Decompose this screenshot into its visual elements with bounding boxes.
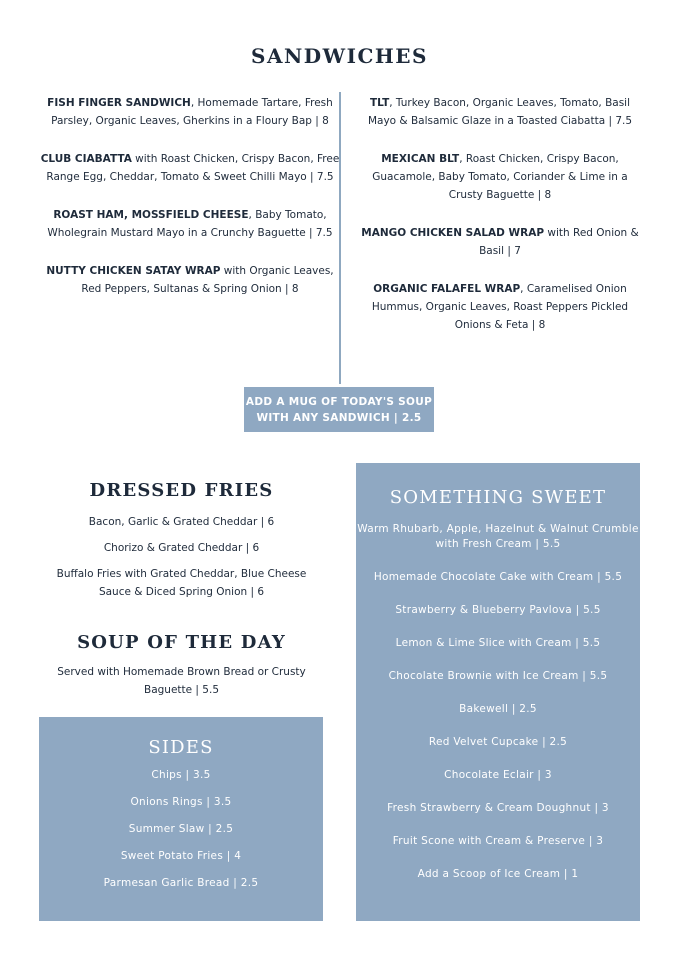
soup-add-on-banner — [244, 387, 434, 432]
list-item: Homemade Chocolate Cake with Cream | 5.5 — [373, 571, 623, 583]
list-item: Chorizo & Grated Cheddar | 6 — [103, 542, 260, 554]
item-desc: , Turkey Bacon, Organic Leaves, Tomato, Basil Mayo & Balsamic Glaze in a Toasted Ciabatta | 7.5 — [367, 97, 633, 127]
sides-panel — [39, 717, 323, 921]
list-item: Onions Rings | 3.5 — [130, 796, 232, 808]
list-item: Bacon, Garlic & Grated Cheddar | 6 — [88, 516, 275, 528]
list-item: Chocolate Brownie with Ice Cream | 5.5 — [388, 670, 608, 682]
list-item: Summer Slaw | 2.5 — [128, 823, 234, 835]
item-name: FISH FINGER SANDWICH — [47, 97, 191, 109]
list-item: Buffalo Fries with Grated Cheddar, Blue Cheese Sauce & Diced Spring Onion | 6 — [56, 568, 307, 598]
list-item: Red Velvet Cupcake | 2.5 — [428, 736, 568, 748]
menu-item — [40, 262, 340, 298]
list-item: Lemon & Lime Slice with Cream | 5.5 — [395, 637, 601, 649]
sandwiches-title: SANDWICHES — [251, 44, 428, 68]
item-desc: with Red Onion & Basil | 7 — [479, 227, 639, 257]
list-item: Fresh Strawberry & Cream Doughnut | 3 — [387, 802, 609, 814]
list-item: Chocolate Eclair | 3 — [444, 769, 552, 781]
something-sweet-title: SOMETHING SWEET — [389, 487, 607, 508]
list-item: Warm Rhubarb, Apple, Hazelnut & Walnut Crumble with Fresh Cream | 5.5 — [357, 523, 639, 550]
sandwiches-left-column — [40, 94, 340, 318]
item-desc: with Roast Chicken, Crispy Bacon, Free Range Egg, Cheddar, Tomato & Sweet Chilli Mayo | 7.5 — [46, 153, 340, 183]
list-item: Fruit Scone with Cream & Preserve | 3 — [392, 835, 604, 847]
soup-of-the-day-title: SOUP OF THE DAY — [77, 632, 286, 653]
item-desc: , Homemade Tartare, Fresh Parsley, Organic Leaves, Gherkins in a Floury Bap | 8 — [51, 97, 333, 127]
menu-item — [355, 94, 645, 130]
item-desc: , Roast Chicken, Crispy Bacon, Guacamole, Baby Tomato, Coriander & Lime in a Crusty Baguette | 8 — [372, 153, 628, 201]
soup-of-the-day-section — [40, 632, 323, 699]
item-name: MANGO CHICKEN SALAD WRAP — [361, 227, 545, 239]
item-name: NUTTY CHICKEN SATAY WRAP — [46, 265, 221, 277]
dressed-fries-title: DRESSED FRIES — [89, 480, 274, 501]
list-item: Add a Scoop of Ice Cream | 1 — [417, 868, 579, 880]
something-sweet-panel — [356, 463, 640, 921]
menu-item — [40, 150, 340, 186]
menu-item — [355, 224, 645, 260]
dressed-fries-section — [40, 480, 323, 609]
menu-item — [355, 150, 645, 204]
soup-description: Served with Homemade Brown Bread or Crusty Baguette | 5.5 — [57, 666, 306, 696]
menu-item — [40, 206, 340, 242]
list-item: Bakewell | 2.5 — [459, 703, 537, 715]
column-divider — [339, 92, 341, 384]
item-name: MEXICAN BLT — [381, 153, 460, 165]
list-item: Chips | 3.5 — [151, 769, 211, 781]
item-name: ROAST HAM, MOSSFIELD CHEESE — [53, 209, 249, 221]
item-desc: , Caramelised Onion Hummus, Organic Leaves, Roast Peppers Pickled Onions & Feta | 8 — [371, 283, 629, 331]
sides-title: SIDES — [148, 737, 214, 758]
item-desc: , Baby Tomato, Wholegrain Mustard Mayo in a Crunchy Baguette | 7.5 — [47, 209, 333, 239]
list-item: Sweet Potato Fries | 4 — [120, 850, 242, 862]
item-desc: with Organic Leaves, Red Peppers, Sultanas & Spring Onion | 8 — [81, 265, 334, 295]
list-item: Strawberry & Blueberry Pavlova | 5.5 — [395, 604, 601, 616]
item-name: TLT — [369, 97, 390, 109]
list-item: Parmesan Garlic Bread | 2.5 — [103, 877, 259, 889]
soup-add-line2: WITH ANY SANDWICH | 2.5 — [256, 411, 422, 424]
menu-item — [40, 94, 340, 130]
soup-add-line1: ADD A MUG OF TODAY'S SOUP — [245, 395, 433, 408]
item-name: CLUB CIABATTA — [40, 153, 132, 165]
menu-item — [355, 280, 645, 334]
item-name: ORGANIC FALAFEL WRAP — [373, 283, 521, 295]
sandwiches-right-column — [355, 94, 645, 354]
